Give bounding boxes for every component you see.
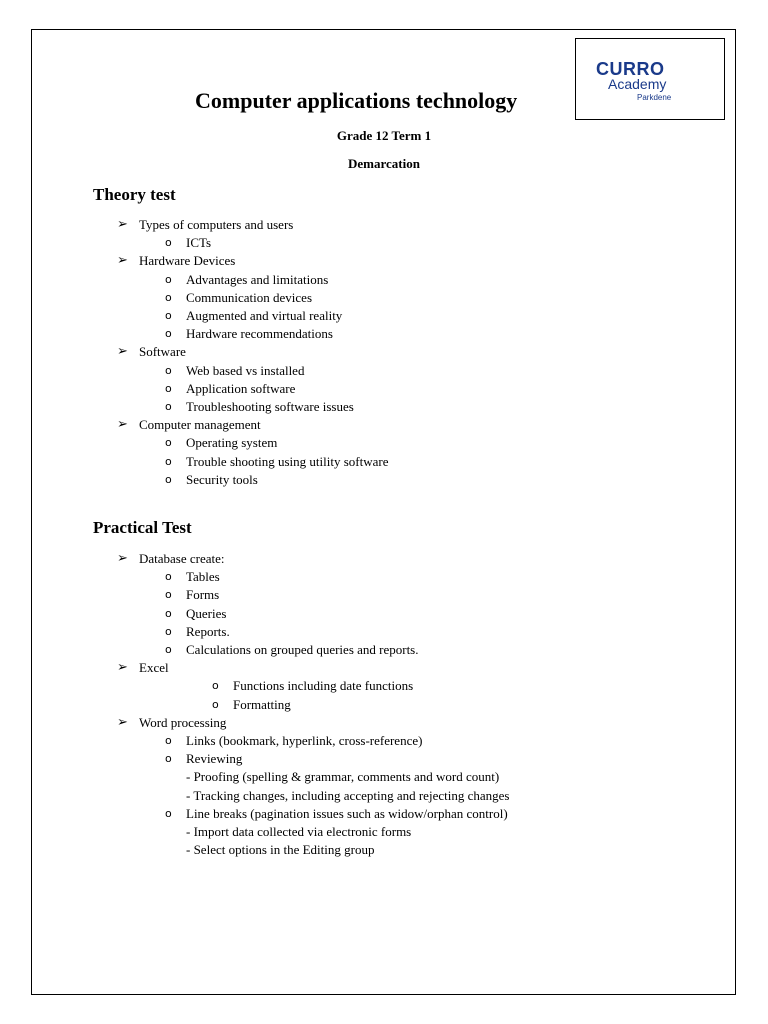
list-item: Database create: <box>139 551 225 566</box>
circle-bullet-icon: o <box>165 327 172 341</box>
arrow-bullet-icon: ➢ <box>117 253 128 269</box>
circle-bullet-icon: o <box>165 272 172 286</box>
list-item: Hardware Devices <box>139 253 236 269</box>
list-item: Application software <box>186 380 296 396</box>
circle-bullet-icon: o <box>165 606 172 620</box>
list-item: Types of computers and users <box>139 217 294 232</box>
list-item: Communication devices <box>186 289 313 305</box>
arrow-bullet-icon: ➢ <box>117 551 128 566</box>
circle-bullet-icon: o <box>165 381 172 395</box>
logo-line-1: CURRO <box>596 59 665 79</box>
circle-bullet-icon: o <box>165 624 172 638</box>
list-item: Computer management <box>139 417 261 433</box>
arrow-bullet-icon: ➢ <box>117 660 128 676</box>
list-item: Advantages and limitations <box>186 271 329 287</box>
list-item: - Import data collected via electronic forms <box>186 824 412 839</box>
list-item: Security tools <box>186 471 258 487</box>
circle-bullet-icon: o <box>165 752 172 766</box>
school-logo <box>575 38 725 120</box>
page-border <box>31 29 736 995</box>
list-item: Reports. <box>186 623 230 639</box>
list-item: - Proofing (spelling & grammar, comments and word count) <box>186 769 500 785</box>
circle-bullet-icon: o <box>165 643 172 656</box>
document-title: Computer applications technology <box>195 88 518 113</box>
list-item: Tables <box>186 569 220 585</box>
list-item: Troubleshooting software issues <box>186 399 354 414</box>
list-item: - Tracking changes, including accepting and rejecting changes <box>186 787 510 803</box>
list-item: Links (bookmark, hyperlink, cross-reference) <box>186 733 423 748</box>
list-item: Software <box>139 344 186 360</box>
circle-bullet-icon: o <box>165 588 172 602</box>
list-item: - Select options in the Editing group <box>186 842 375 858</box>
grade-term-subtitle: Grade 12 Term 1 <box>336 128 432 143</box>
list-item: Forms <box>186 587 220 603</box>
list-item: Reviewing <box>186 751 243 767</box>
list-item: ICTs <box>186 235 212 251</box>
circle-bullet-icon: o <box>212 697 219 711</box>
circle-bullet-icon: o <box>165 734 172 747</box>
list-item: Line breaks (pagination issues such as widow/orphan control) <box>186 805 508 821</box>
list-item: Formatting <box>233 696 291 712</box>
arrow-bullet-icon: ➢ <box>117 344 128 360</box>
logo-line-2: Academy <box>608 76 667 92</box>
circle-bullet-icon: o <box>165 309 172 322</box>
circle-bullet-icon: o <box>165 570 172 584</box>
list-item: Augmented and virtual reality <box>186 308 343 323</box>
circle-bullet-icon: o <box>212 679 219 693</box>
circle-bullet-icon: o <box>165 472 172 486</box>
circle-bullet-icon: o <box>165 290 172 304</box>
circle-bullet-icon: o <box>165 806 172 820</box>
arrow-bullet-icon: ➢ <box>117 217 128 232</box>
list-item: Calculations on grouped queries and reports. <box>186 642 419 657</box>
practical-heading: Practical Test <box>93 518 192 537</box>
arrow-bullet-icon: ➢ <box>117 417 128 433</box>
circle-bullet-icon: o <box>165 236 172 250</box>
list-item: Word processing <box>139 714 227 730</box>
circle-bullet-icon: o <box>165 454 172 468</box>
arrow-bullet-icon: ➢ <box>117 714 128 730</box>
circle-bullet-icon: o <box>165 400 172 413</box>
logo-line-3: Parkdene <box>637 93 672 102</box>
theory-heading: Theory test <box>93 185 176 204</box>
list-item: Queries <box>186 605 227 621</box>
list-item: Trouble shooting using utility software <box>186 453 389 469</box>
list-item: Functions including date functions <box>233 678 414 694</box>
list-item: Hardware recommendations <box>186 326 333 342</box>
circle-bullet-icon: o <box>165 436 172 450</box>
demarcation-subtitle: Demarcation <box>348 156 420 171</box>
list-item: Operating system <box>186 435 278 451</box>
list-item: Web based vs installed <box>186 362 305 378</box>
circle-bullet-icon: o <box>165 363 172 377</box>
list-item: Excel <box>139 660 169 676</box>
